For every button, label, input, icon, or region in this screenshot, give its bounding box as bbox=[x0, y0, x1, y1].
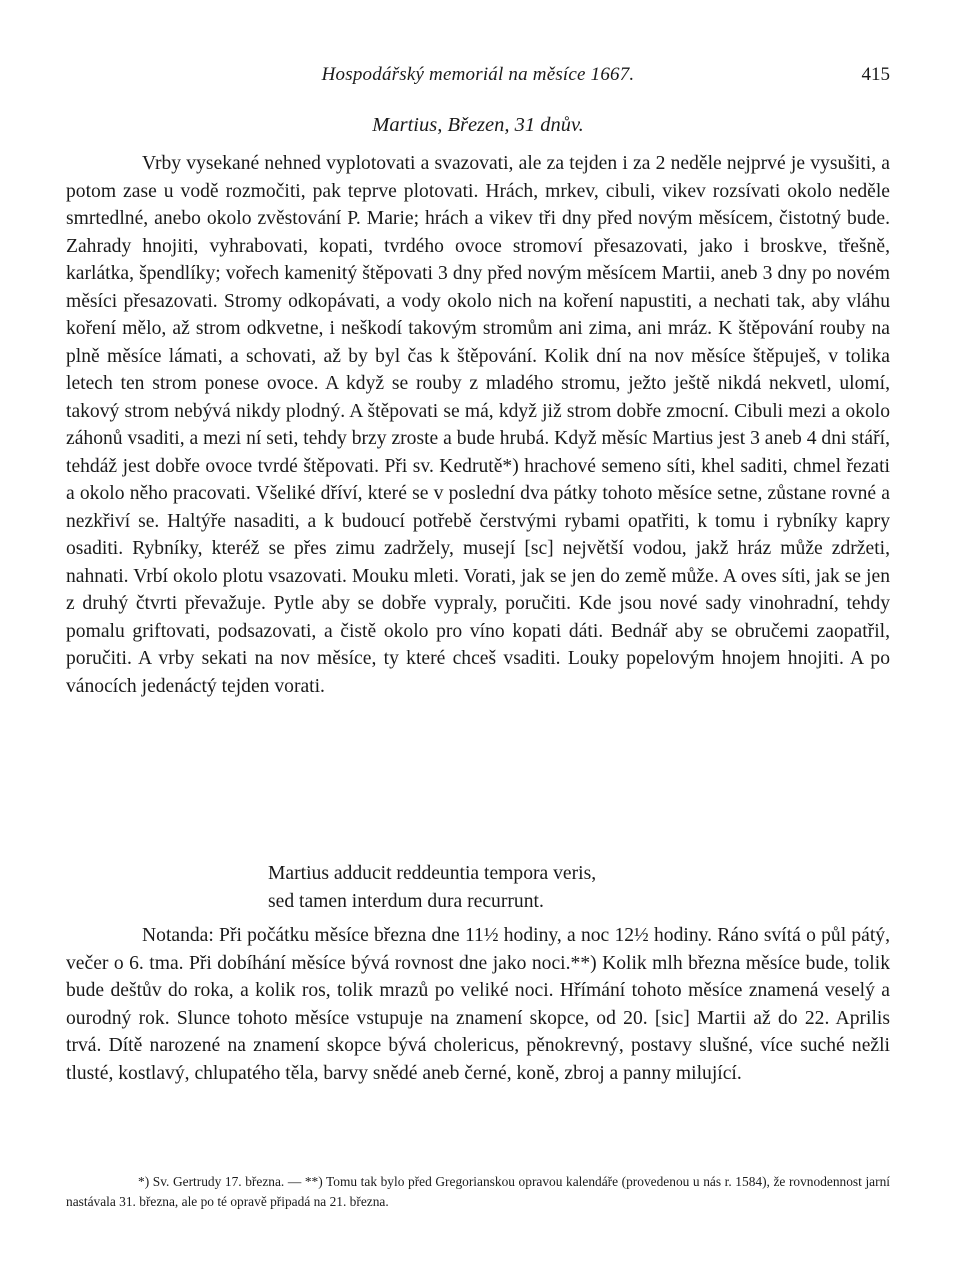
footnote-text: *) Sv. Gertrudy 17. března. — **) Tomu tak bylo před Gregorianskou opravou kalendáře (provedenou u nás r. 1584), že rovnodennost jarní nastávala 31. března, ale po té opravě připadá na 21. března. bbox=[66, 1174, 890, 1209]
notanda-paragraph bbox=[66, 922, 890, 1087]
verse-line-2: sed tamen interdum dura recurrunt. bbox=[268, 890, 544, 912]
section-title: Martius, Březen, 31 dnův. bbox=[372, 114, 584, 136]
page-number: 415 bbox=[861, 64, 890, 85]
notanda-text: Notanda: Při počátku měsíce března dne 11½ hodiny, a noc 12½ hodiny. Ráno svítá o půl pátý, večer o 6. tma. Při dobíhání měsíce bývá rovnost dne jako noci.**) Kolik mlh března měsíce bude, tolik bude deštův do roka, a kolik ros, tolik mrazů po veliké noci. Hřímání tohoto měsíce znamená veselý a ourodný rok. Slunce tohoto měsíce vstupuje na znamení skopce, od 20. [sic] Martii až do 22. Aprilis trvá. Dítě narozené na znamení skopce bývá cholericus, pěnokrevný, postavy slušné, více suché nežli tlusté, kostlavý, chlupatého těla, barvy snědé aneb černé, koně, zbroj a panny milující. bbox=[66, 925, 890, 1084]
running-title: Hospodářský memoriál na měsíce 1667. bbox=[321, 64, 635, 85]
footnotes bbox=[66, 1172, 890, 1212]
main-paragraph-text: Vrby vysekané nehned vyplotovati a svazovati, ale za tejden i za 2 neděle nejprvé je vysušiti, a potom zase u vodě rozmočiti, pak teprve plotovati. Hrách, mrkev, cibuli, vikev rozsívati okolo neděle smrtedlné, anebo okolo zvěstování P. Marie; hrách a vikev tři dny před novým měsícem, čistotný bude. Zahrady hnojiti, vyhrabovati, kopati, tvrdého ovoce stromoví přesazovati, jako i broskve, třešně, karlátka, špendlíky; vořech kamenitý štěpovati 3 dny před novým měsícem Martii, aneb 3 dny po novém měsíci přesazovati. Stromy odkopávati, a vody okolo nich na koření napustiti, a nechati tak, aby vláhu koření mělo, až strom odkvetne, i neškodí takovým stromům ani zima, ani mráz. K štěpování rouby na plně měsíce lámati, a schovati, až by byl čas k štěpování. Kolik dní na nov měsíce štěpuješ, v tolika letech ten strom ponese ovoce. A když se rouby z mladého stromu, ježto ještě nikdá nekvetl, ulomí, takový strom nebývá nikdy plodný. A štěpovati se má, když již strom dobře zmocní. Cibuli mezi a okolo záhonů vsaditi, a mezi ní seti, tehdy brzy zroste a bude hrubá. Když měsíc Martius jest 3 aneb 4 dni stáří, tehdáž jest dobře ovoce tvrdé štěpovati. Při sv. Kedrutě*) hrachové semeno síti, khel saditi, chmel řezati a okolo něho pracovati. Všeliké dříví, které se v poslední dva pátky tohoto měsíce setne, zůstane rovné a nezkřiví se. Haltýře nasaditi, a k budoucí potřebě čerstvými rybami opatřiti, k tomu i rybníky kapry osaditi. Rybníky, kteréž se přes zimu zadržely, musejí [sc] největší vodou, jakž hráz může zdržeti, nahnati. Vrbí okolo plotu vsazovati. Mouku mleti. Vorati, jak se jen do země může. A oves síti, jak se jen z druhý čtvrti převažuje. Pytle aby se dobře vypraly, poručiti. Kde jsou nové sady vinohradní, tehdy pomalu griftovati, podsazovati, a čistě okolo pro víno kopati dáti. Bednář aby se obručemi zaopatřil, poručiti. A vrby sekati na nov měsíce, ty které chceš vsaditi. Louky popelovým hnojem hnojiti. A po vánocích jedenáctý tejden vorati. bbox=[66, 153, 890, 697]
latin-verse bbox=[268, 860, 828, 915]
verse-line-1: Martius adducit reddeuntia tempora veris, bbox=[268, 863, 597, 884]
main-paragraph bbox=[66, 150, 890, 700]
running-head bbox=[66, 64, 890, 90]
